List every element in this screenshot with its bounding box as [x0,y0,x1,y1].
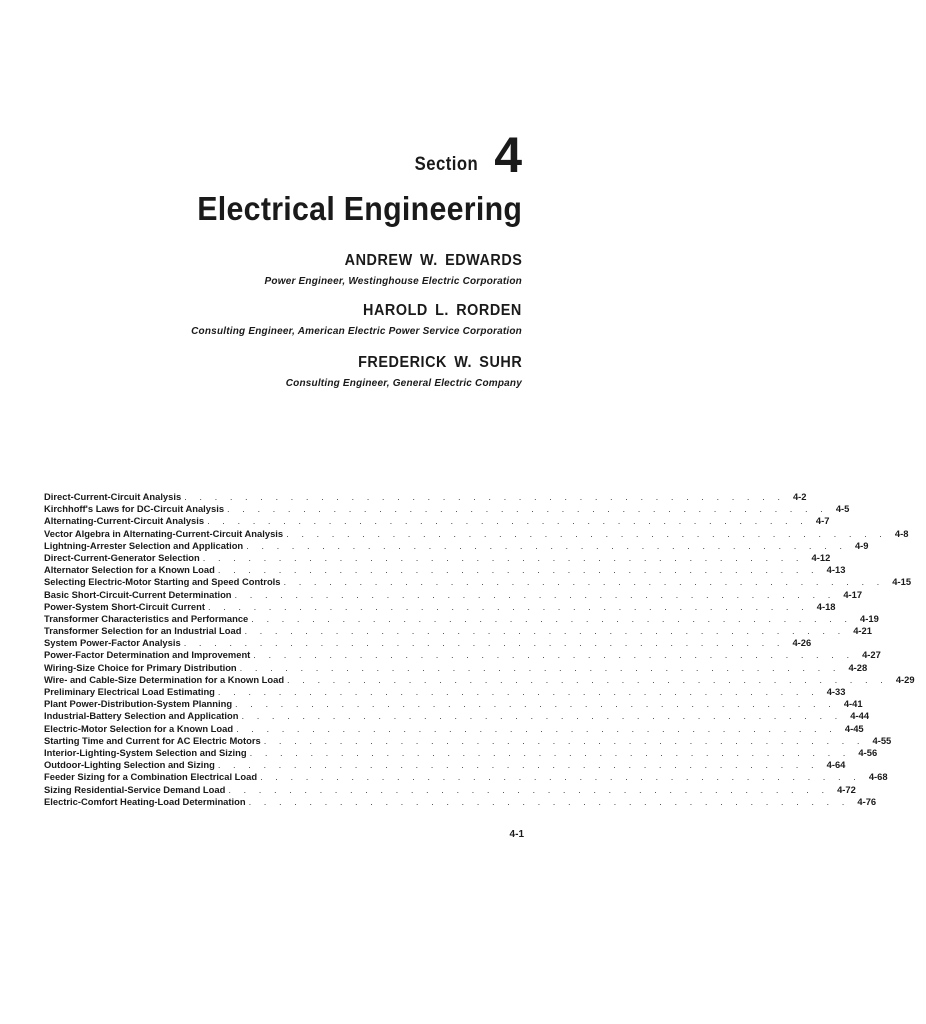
toc-dot-leader: . . . . . . . . . . . . . . . . . . . . . . . . . . . . . . . . . . . . . . . . [251,612,853,624]
toc-entry-title: Lightning-Arrester Selection and Application [44,539,244,551]
toc-entry [44,637,812,649]
toc-entry-title: Selecting Electric-Motor Starting and Speed Controls [44,576,281,588]
toc-entry-title: Electric-Comfort Heating-Load Determination [44,795,246,807]
author-name: FREDERICK W. SUHR [357,354,522,371]
toc-entry [44,783,856,796]
toc-entry-page: 4-28 [848,661,868,673]
page-number: 4-1 [509,829,524,840]
toc-entry-page: 4-9 [854,539,869,551]
toc-entry [44,759,846,771]
toc-dot-leader: . . . . . . . . . . . . . . . . . . . . . . . . . . . . . . . . . . . . . . . . [217,564,819,576]
toc-entry-page: 4-26 [792,637,812,649]
toc-entry-page: 4-7 [815,515,830,527]
toc-entry [44,625,872,637]
toc-dot-leader: . . . . . . . . . . . . . . . . . . . . . . . . . . . . . . . . . . . . . . . . [236,722,837,734]
toc-entry-title: Sizing Residential-Service Demand Load [44,783,226,795]
toc-entry [44,564,846,576]
author-affiliation: Power Engineer, Westinghouse Electric Corporation [264,276,522,287]
toc-entry-title: Transformer Selection for an Industrial Load [44,625,242,637]
toc-entry [44,771,888,783]
toc-dot-leader: . . . . . . . . . . . . . . . . . . . . . . . . . . . . . . . . . . . . . . . . [239,661,841,673]
toc-entry-page: 4-76 [857,795,877,807]
toc-entry-page: 4-29 [895,673,915,685]
toc-entry-page: 4-55 [872,734,892,746]
author-block [191,302,522,337]
toc-entry [44,515,830,527]
toc-entry-title: Outdoor-Lighting Selection and Sizing [44,759,215,771]
author-block [286,354,522,389]
toc-entry [44,503,850,515]
toc-entry [44,710,870,722]
toc-dot-leader: . . . . . . . . . . . . . . . . . . . . . . . . . . . . . . . . . . . . . . . . [227,503,828,515]
toc-entry-title: Alternator Selection for a Known Load [44,564,215,576]
toc-entry [44,551,831,564]
toc-entry-title: Starting Time and Current for AC Electric Motors [44,734,261,746]
toc-entry-page: 4-8 [894,527,909,539]
toc-entry-title: Basic Short-Circuit-Current Determination [44,588,232,600]
toc-entry-title: Electric-Motor Selection for a Known Load [44,722,234,734]
toc-entry [44,649,881,661]
toc-dot-leader: . . . . . . . . . . . . . . . . . . . . . . . . . . . . . . . . . . . . . . . . [234,588,836,600]
toc-entry-page: 4-17 [843,588,863,600]
table-of-contents [44,491,915,808]
toc-entry-page: 4-18 [816,600,836,612]
page-title: Electrical Engineering [197,190,522,227]
toc-entry-title: Preliminary Electrical Load Estimating [44,686,215,697]
toc-dot-leader: . . . . . . . . . . . . . . . . . . . . . . . . . . . . . . . . . . . . . . . . [263,734,865,746]
author-name: HAROLD L. RORDEN [363,302,522,319]
author-block [265,252,522,287]
toc-entry-title: Vector Algebra in Alternating-Current-Circuit Analysis [44,527,284,539]
toc-entry-title: Alternating-Current-Circuit Analysis [44,515,205,527]
toc-entry [44,539,869,552]
section-heading [406,127,522,183]
toc-entry [44,600,836,613]
toc-dot-leader: . . . . . . . . . . . . . . . . . . . . . . . . . . . . . . . . . . . . . . . . [217,759,819,771]
toc-entry-page: 4-33 [826,686,846,697]
toc-entry-page: 4-44 [850,710,870,722]
toc-dot-leader: . . . . . . . . . . . . . . . . . . . . . . . . . . . . . . . . . . . . . . . . [241,710,843,722]
toc-entry-page: 4-27 [862,649,881,661]
section-label: Section [414,154,479,175]
toc-dot-leader: . . . . . . . . . . . . . . . . . . . . . . . . . . . . . . . . . . . . . . . . [283,576,885,588]
toc-entry [44,673,915,686]
toc-entry [44,661,868,674]
toc-entry-title: Direct-Current-Circuit Analysis [44,491,182,502]
toc-dot-leader: . . . . . . . . . . . . . . . . . . . . . . . . . . . . . . . . . . . . . . . . [249,746,851,758]
toc-entry-page: 4-45 [844,722,864,734]
toc-entry-title: Power-System Short-Circuit Current [44,600,205,612]
toc-dot-leader: . . . . . . . . . . . . . . . . . . . . . . . . . . . . . . . . . . . . . . . . [235,698,836,710]
toc-entry [44,722,864,735]
toc-dot-leader: . . . . . . . . . . . . . . . . . . . . . . . . . . . . . . . . . . . . . . . . [287,673,888,685]
toc-entry-page: 4-19 [860,612,879,624]
toc-entry-page: 4-68 [868,771,888,783]
toc-entry [44,698,863,710]
toc-entry-title: Power-Factor Determination and Improvement [44,649,251,661]
toc-entry [44,795,877,808]
toc-entry-title: Kirchhoff's Laws for DC-Circuit Analysis [44,503,225,515]
toc-dot-leader: . . . . . . . . . . . . . . . . . . . . . . . . . . . . . . . . . . . . . . . . [260,771,861,783]
toc-dot-leader: . . . . . . . . . . . . . . . . . . . . . . . . . . . . . . . . . . . . . . . . [202,551,804,563]
toc-entry-title: System Power-Factor Analysis [44,637,181,649]
toc-entry [44,746,878,759]
author-affiliation: Consulting Engineer, General Electric Company [285,378,522,389]
toc-entry-page: 4-56 [858,746,878,758]
toc-dot-leader: . . . . . . . . . . . . . . . . . . . . . . . . . . . . . . . . . . . . . . . . [207,600,809,612]
toc-entry-page: 4-41 [843,698,863,710]
toc-entry-title: Direct-Current-Generator Selection [44,551,200,563]
toc-entry-page: 4-2 [792,491,807,502]
toc-dot-leader: . . . . . . . . . . . . . . . . . . . . . . . . . . . . . . . . . . . . . . . . [228,783,830,795]
author-name: ANDREW W. EDWARDS [344,252,522,269]
toc-dot-leader: . . . . . . . . . . . . . . . . . . . . . . . . . . . . . . . . . . . . . . . . [217,686,819,697]
toc-dot-leader: . . . . . . . . . . . . . . . . . . . . . . . . . . . . . . . . . . . . . . . . [253,649,855,661]
toc-entry [44,686,846,698]
toc-entry-title: Interior-Lighting-System Selection and Sizing [44,746,247,758]
toc-entry-title: Plant Power-Distribution-System Planning [44,698,233,710]
toc-dot-leader: . . . . . . . . . . . . . . . . . . . . . . . . . . . . . . . . . . . . . . . . [244,625,846,637]
toc-entry-title: Feeder Sizing for a Combination Electrical Load [44,771,258,783]
toc-dot-leader: . . . . . . . . . . . . . . . . . . . . . . . . . . . . . . . . . . . . . . . . [183,637,785,649]
toc-entry-page: 4-13 [826,564,846,576]
toc-entry-title: Wire- and Cable-Size Determination for a Known Load [44,673,285,685]
toc-entry-title: Wiring-Size Choice for Primary Distribution [44,661,237,673]
toc-entry [44,734,892,747]
toc-entry-page: 4-5 [835,503,850,515]
toc-entry [44,576,912,588]
toc-dot-leader: . . . . . . . . . . . . . . . . . . . . . . . . . . . . . . . . . . . . . . . . [207,515,808,527]
toc-dot-leader: . . . . . . . . . . . . . . . . . . . . . . . . . . . . . . . . . . . . . . . . [248,795,850,807]
toc-entry-page: 4-64 [826,759,846,771]
toc-entry [44,612,879,625]
toc-dot-leader: . . . . . . . . . . . . . . . . . . . . . . . . . . . . . . . . . . . . . . . . [184,491,785,502]
toc-entry [44,527,909,540]
toc-entry-page: 4-72 [837,783,856,795]
toc-entry-page: 4-21 [853,625,872,637]
toc-dot-leader: . . . . . . . . . . . . . . . . . . . . . . . . . . . . . . . . . . . . . . . . [286,527,887,539]
toc-entry [44,588,863,601]
toc-entry-page: 4-15 [892,576,912,588]
toc-entry-title: Transformer Characteristics and Performance [44,612,249,624]
toc-dot-leader: . . . . . . . . . . . . . . . . . . . . . . . . . . . . . . . . . . . . . . . . [246,539,847,551]
toc-entry [44,491,807,503]
toc-entry-title: Industrial-Battery Selection and Application [44,710,239,722]
toc-entry-page: 4-12 [811,551,831,563]
section-number: 4 [494,127,522,183]
author-affiliation: Consulting Engineer, American Electric Power Service Corporation [191,326,522,337]
